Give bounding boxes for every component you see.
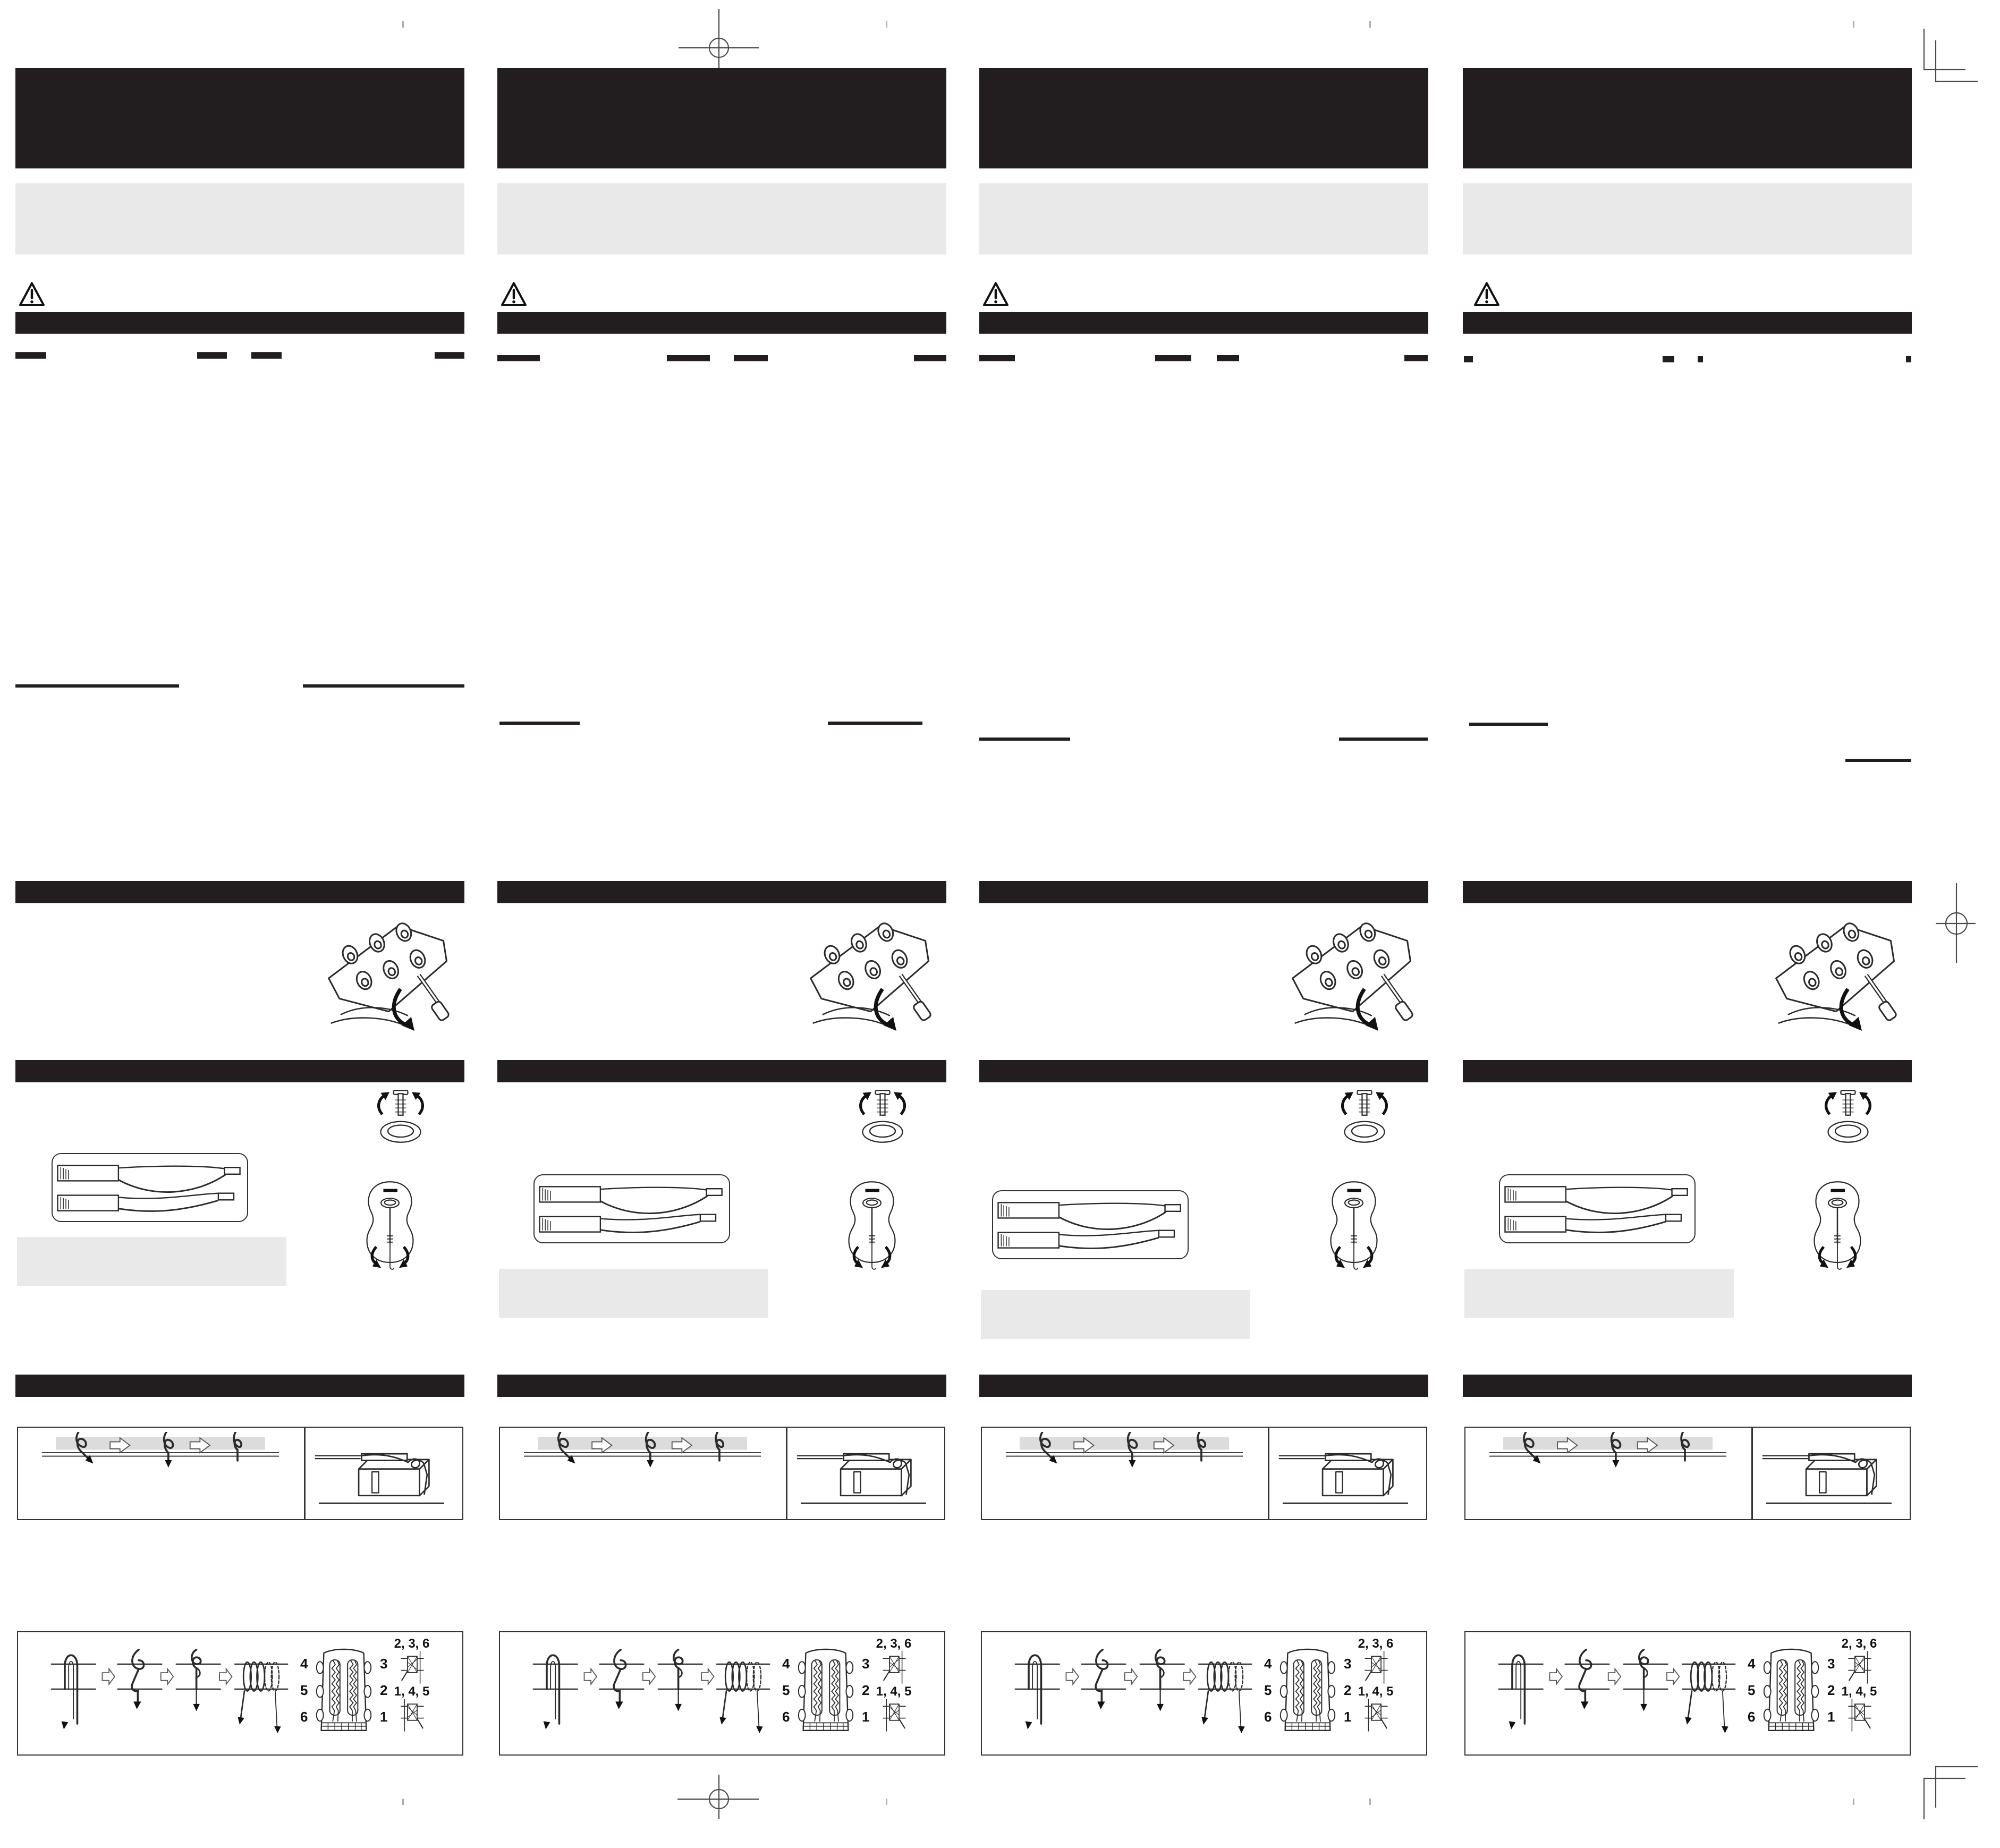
string-number-label: 4 [1748,1656,1756,1672]
section-header-bar [15,1060,464,1082]
redacted-text-dash [1464,356,1473,362]
redacted-text-dash [15,352,46,359]
string-number-label: 3 [862,1656,870,1672]
string-number-label: 6 [1264,1709,1272,1725]
winding-steps-illustration [45,1643,294,1744]
section-header-bar [979,1060,1428,1082]
winding-detail-illustration [880,1698,909,1732]
panel-divider [786,1428,787,1519]
warning-header-bar [497,312,946,334]
redacted-text-dash [1663,356,1674,362]
title-panel [497,183,946,255]
string-number-label: 5 [300,1682,308,1698]
header-bar [497,68,946,168]
warning-header-bar [1463,312,1912,334]
string-number-label: 4 [1264,1656,1272,1672]
winding-detail-illustration [398,1650,427,1684]
winding-detail-label: 2, 3, 6 [876,1637,912,1651]
signature-line [303,684,464,688]
warning-header-bar [979,312,1428,334]
warning-triangle-icon [19,282,45,307]
tuning-key-illustration [843,1087,922,1149]
redacted-text-dash [1404,355,1428,361]
section-header-bar [979,1375,1428,1397]
headstock-front-illustration [1276,1641,1340,1747]
string-number-label: 2 [1827,1682,1835,1698]
string-number-label: 5 [1748,1682,1756,1698]
title-panel [979,183,1428,255]
headstock-front-illustration [1759,1641,1823,1747]
section-header-bar [1463,1060,1912,1082]
section-header-bar [497,1060,946,1082]
headstock-tuning-illustration [790,910,941,1033]
section-header-bar [15,1375,464,1397]
redacted-text-dash [1155,355,1191,361]
knot-steps-illustration [20,1432,301,1516]
knot-steps-illustration [1468,1432,1748,1516]
string-number-label: 4 [782,1656,790,1672]
headstock-tuning-illustration [1272,910,1423,1033]
note-panel [499,1269,768,1318]
signature-line [828,722,922,725]
headstock-tuning-illustration [1755,910,1906,1033]
manual-column-2 [497,0,946,1848]
signature-line [15,684,179,688]
redacted-text-dash [197,352,227,359]
winding-steps-illustration [1492,1643,1742,1744]
knot-steps-illustration [502,1432,783,1516]
string-number-label: 3 [1344,1656,1352,1672]
string-number-label: 2 [1344,1682,1352,1698]
winding-detail-label: 1, 4, 5 [876,1684,912,1699]
headstock-front-illustration [794,1641,858,1747]
string-tip-illustration [535,1175,729,1242]
redacted-text-dash [667,355,710,361]
knot-steps-illustration [984,1432,1265,1516]
tuner-winding-panel [981,1631,1427,1756]
manual-column-1 [15,0,464,1848]
redacted-text-dash [914,355,946,361]
redacted-text-dash [1698,356,1703,362]
tuner-winding-panel [499,1631,945,1756]
section-header-bar [1463,881,1912,903]
tuner-winding-panel [1464,1631,1911,1756]
string-number-label: 5 [1264,1682,1272,1698]
bridge-knot-panel [499,1427,945,1520]
redacted-text-dash [979,355,1015,361]
winding-steps-illustration [1009,1643,1258,1744]
section-header-bar [1463,1375,1912,1397]
note-panel [1464,1269,1734,1318]
warning-header-bar [15,312,464,334]
signature-line [1845,759,1911,762]
body-winding-illustration [1800,1164,1875,1288]
string-tip-illustration [53,1154,247,1221]
winding-detail-label: 1, 4, 5 [394,1684,430,1699]
tuning-key-illustration [1808,1087,1888,1149]
string-number-label: 4 [300,1656,308,1672]
redacted-text-dash [435,352,464,359]
string-number-label: 3 [1827,1656,1835,1672]
string-number-label: 2 [380,1682,388,1698]
string-number-label: 6 [782,1709,790,1725]
bridge-tie-illustration [1761,1432,1897,1513]
redacted-text-dash [1906,356,1911,362]
panel-divider [304,1428,306,1519]
tuner-winding-panel [17,1631,463,1756]
panel-divider [1751,1428,1753,1519]
winding-detail-label: 2, 3, 6 [1358,1637,1394,1651]
note-panel [17,1237,286,1286]
registration-crosshair-right-middle [1936,883,1976,963]
warning-triangle-icon [982,282,1009,307]
body-winding-illustration [353,1164,427,1288]
corner-crop-marks-bottom-right [1924,1767,1978,1819]
warning-triangle-icon [1473,282,1500,307]
signature-line [499,722,580,725]
string-tip-illustration [1500,1175,1694,1242]
string-number-label: 6 [1748,1709,1756,1725]
corner-crop-marks-top-right [1924,29,1978,81]
winding-detail-illustration [1362,1650,1391,1684]
string-number-label: 3 [380,1656,388,1672]
title-panel [1463,183,1912,255]
winding-detail-label: 1, 4, 5 [1841,1684,1877,1699]
string-number-label: 6 [300,1709,308,1725]
bridge-knot-panel [17,1427,463,1520]
note-panel [981,1290,1250,1339]
signature-line [979,737,1070,741]
winding-detail-illustration [880,1650,909,1684]
winding-detail-illustration [1845,1698,1874,1732]
header-bar [979,68,1428,168]
string-number-label: 1 [1344,1709,1352,1725]
string-tip-illustration [993,1191,1188,1258]
signature-line [1469,723,1548,726]
header-bar [15,68,464,168]
string-number-label: 2 [862,1682,870,1698]
winding-detail-label: 2, 3, 6 [1841,1637,1877,1651]
signature-line [1339,737,1428,741]
string-tips-panel [1499,1174,1696,1243]
winding-detail-illustration [398,1698,427,1732]
bridge-tie-illustration [313,1432,450,1513]
string-number-label: 1 [862,1709,870,1725]
winding-detail-illustration [1362,1698,1391,1732]
string-number-label: 5 [782,1682,790,1698]
warning-triangle-icon [501,282,527,307]
redacted-text-dash [734,355,768,361]
tuning-key-illustration [1325,1087,1404,1149]
panel-divider [1268,1428,1269,1519]
tuning-key-illustration [361,1087,440,1149]
winding-detail-label: 1, 4, 5 [1358,1684,1394,1699]
bridge-tie-illustration [1277,1432,1413,1513]
bridge-tie-illustration [795,1432,931,1513]
manual-column-3 [979,0,1428,1848]
winding-detail-illustration [1845,1650,1874,1684]
section-header-bar [979,881,1428,903]
winding-steps-illustration [527,1643,776,1744]
redacted-text-dash [497,355,540,361]
body-winding-illustration [1317,1164,1391,1288]
headstock-tuning-illustration [308,910,459,1033]
headstock-front-illustration [312,1641,376,1747]
redacted-text-dash [251,352,282,359]
winding-detail-label: 2, 3, 6 [394,1637,430,1651]
string-number-label: 1 [380,1709,388,1725]
section-header-bar [15,881,464,903]
string-tips-panel [992,1190,1189,1259]
bridge-knot-panel [1464,1427,1911,1520]
string-tips-panel [533,1174,730,1243]
bridge-knot-panel [981,1427,1427,1520]
string-tips-panel [52,1153,248,1222]
body-winding-illustration [835,1164,909,1288]
header-bar [1463,68,1912,168]
manual-column-4 [1463,0,1912,1848]
title-panel [15,183,464,255]
redacted-text-dash [1217,355,1239,361]
section-header-bar [497,881,946,903]
section-header-bar [497,1375,946,1397]
string-number-label: 1 [1827,1709,1835,1725]
